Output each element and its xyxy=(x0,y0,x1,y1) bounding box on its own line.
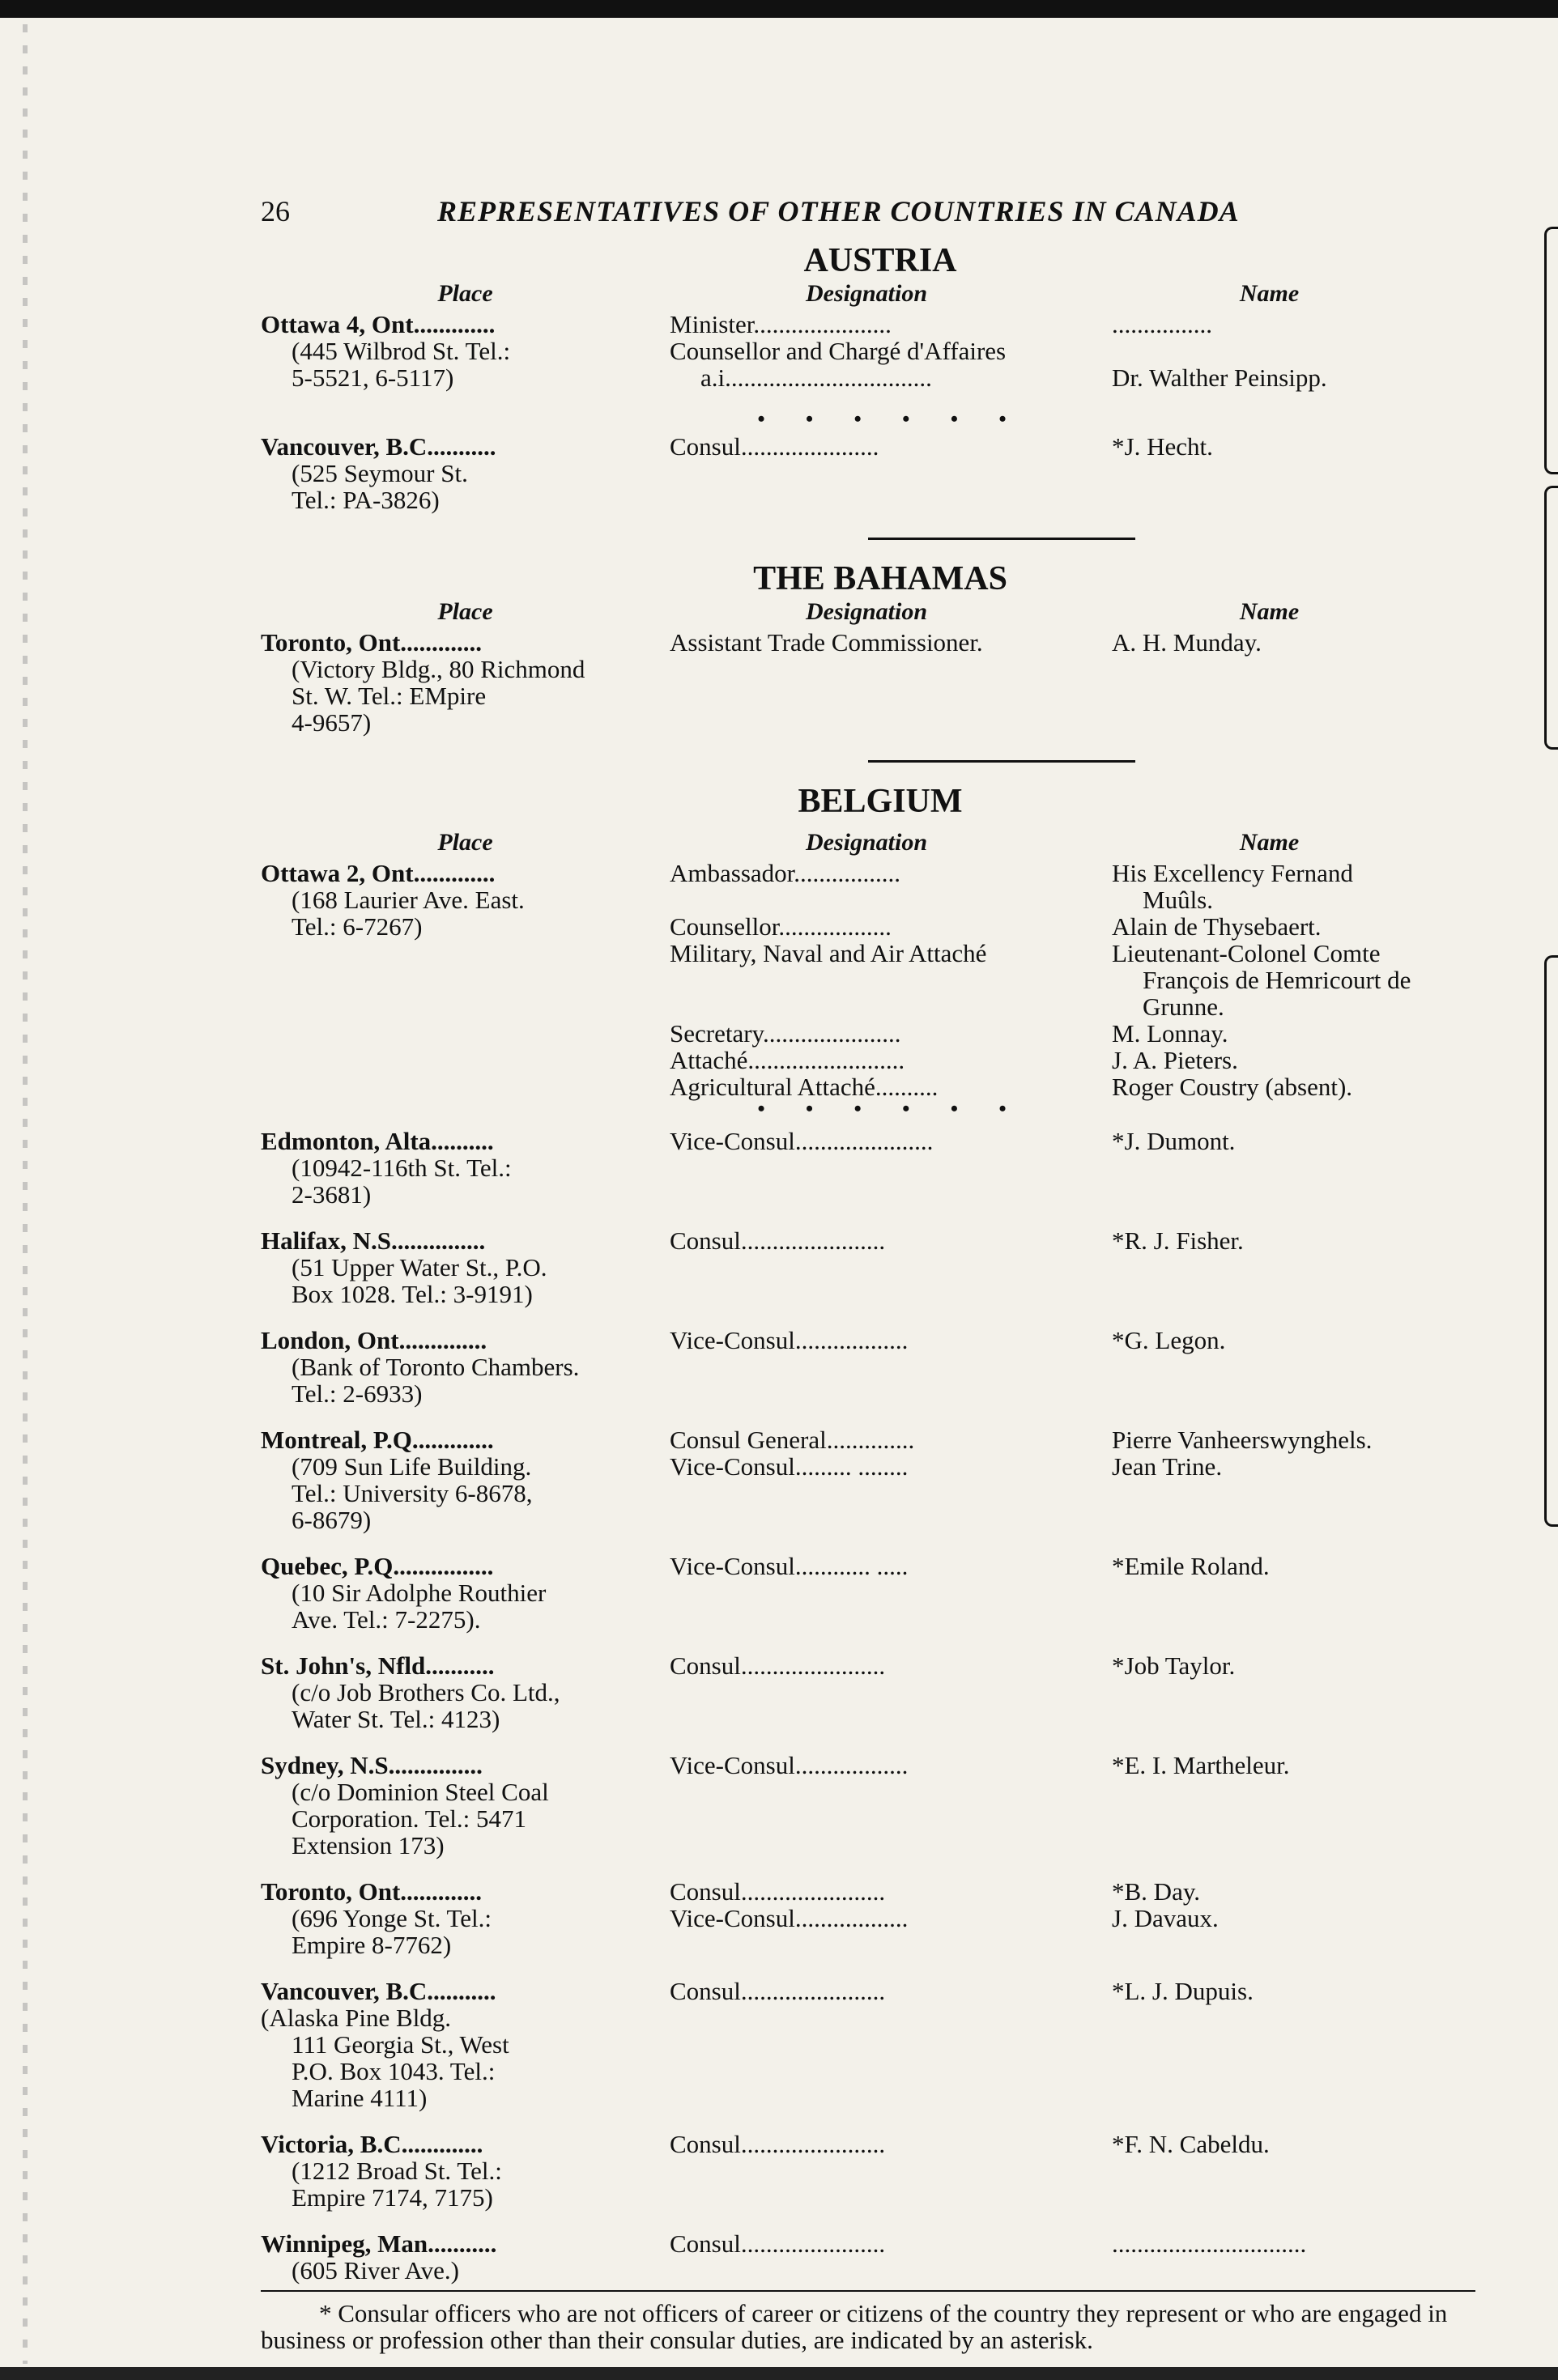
name: ............................... xyxy=(1112,2229,1307,2258)
place: Toronto, Ont............. xyxy=(261,1877,483,1906)
address-line: Tel.: 6-7267) xyxy=(292,912,423,941)
scan-bottom-edge xyxy=(0,2367,1558,2380)
section-divider xyxy=(868,538,1135,540)
place: St. John's, Nfld........... xyxy=(261,1651,495,1680)
place: Victoria, B.C............. xyxy=(261,2130,483,2158)
place: Vancouver, B.C........... xyxy=(261,1977,496,2005)
address-line: Extension 173) xyxy=(292,1831,445,1859)
name: Roger Coustry (absent). xyxy=(1112,1073,1353,1101)
name: Lieutenant-Colonel Comte xyxy=(1112,939,1381,967)
name: *Emile Roland. xyxy=(1112,1552,1270,1580)
place: Halifax, N.S............... xyxy=(261,1226,486,1255)
name: *R. J. Fisher. xyxy=(1112,1226,1244,1255)
address-line: (605 River Ave.) xyxy=(292,2256,459,2284)
running-head xyxy=(261,183,1475,241)
scan-right-bracket xyxy=(1544,486,1558,750)
address-line: Tel.: PA-3826) xyxy=(292,486,440,514)
scan-right-bracket xyxy=(1544,227,1558,474)
name: *B. Day. xyxy=(1112,1877,1201,1906)
address-line: Marine 4111) xyxy=(292,2084,428,2112)
listing-entry xyxy=(261,433,1475,513)
address-line: Empire 7174, 7175) xyxy=(292,2183,493,2212)
address-line: (709 Sun Life Building. xyxy=(292,1452,532,1481)
country-heading-austria: AUSTRIA xyxy=(803,242,957,279)
place: Winnipeg, Man........... xyxy=(261,2229,497,2258)
column-headers xyxy=(261,280,1475,311)
address-line: (525 Seymour St. xyxy=(292,459,468,487)
address-line: (445 Wilbrod St. Tel.: xyxy=(292,337,511,365)
place: Montreal, P.Q............. xyxy=(261,1426,494,1454)
place: Ottawa 2, Ont............. xyxy=(261,859,496,887)
column-headers xyxy=(261,598,1475,629)
name: *L. J. Dupuis. xyxy=(1112,1977,1254,2005)
name: *Job Taylor. xyxy=(1112,1651,1236,1680)
address-line: Empire 8-7762) xyxy=(292,1931,452,1959)
designation: Consul...................... xyxy=(670,432,879,461)
place: Ottawa 4, Ont............. xyxy=(261,310,496,338)
designation: Military, Naval and Air Attaché xyxy=(670,939,987,967)
listing-entry xyxy=(261,1878,1475,1958)
address-line: 111 Georgia St., West xyxy=(292,2030,509,2059)
col-header-name: Name xyxy=(1239,829,1300,856)
designation: Consul....................... xyxy=(670,2229,886,2258)
address-line: (c/o Dominion Steel Coal xyxy=(292,1778,549,1806)
designation: Counsellor and Chargé d'Affaires xyxy=(670,337,1007,365)
address-line: Corporation. Tel.: 5471 xyxy=(292,1804,527,1833)
designation: Vice-Consul.................. xyxy=(670,1904,909,1932)
place: Sydney, N.S............... xyxy=(261,1751,483,1779)
address-line: P.O. Box 1043. Tel.: xyxy=(292,2057,496,2085)
name: *J. Dumont. xyxy=(1112,1127,1236,1155)
designation: Consul....................... xyxy=(670,1651,886,1680)
listing-entry xyxy=(261,629,1475,736)
name: Grunne. xyxy=(1143,992,1224,1021)
col-header-place: Place xyxy=(437,280,493,307)
name: *J. Hecht. xyxy=(1112,432,1213,461)
listing-entry xyxy=(261,860,1475,1100)
name: Jean Trine. xyxy=(1112,1452,1223,1481)
designation: Agricultural Attaché.......... xyxy=(670,1073,939,1101)
country-heading-belgium: BELGIUM xyxy=(798,783,963,820)
designation: Minister...................... xyxy=(670,310,892,338)
col-header-place: Place xyxy=(437,598,493,625)
address-line: (51 Upper Water St., P.O. xyxy=(292,1253,547,1281)
address-line: Tel.: 2-6933) xyxy=(292,1379,423,1408)
designation: Vice-Consul.................. xyxy=(670,1751,909,1779)
designation: Consul General.............. xyxy=(670,1426,915,1454)
section-divider xyxy=(868,760,1135,763)
scan-top-edge xyxy=(0,0,1558,18)
name: Alain de Thysebaert. xyxy=(1112,912,1322,941)
name: François de Hemricourt de xyxy=(1143,966,1411,994)
designation: Ambassador................. xyxy=(670,859,901,887)
listing-entry xyxy=(261,1227,1475,1307)
place: Edmonton, Alta.......... xyxy=(261,1127,494,1155)
listing-entry xyxy=(261,2230,1475,2284)
place: London, Ont.............. xyxy=(261,1326,487,1354)
address-line: (168 Laurier Ave. East. xyxy=(292,886,525,914)
designation: Counsellor.................. xyxy=(670,912,892,941)
address-line: 2-3681) xyxy=(292,1180,372,1209)
designation: Secretary...................... xyxy=(670,1019,901,1048)
designation: a.i................................. xyxy=(700,363,932,392)
designation: Attaché......................... xyxy=(670,1046,905,1074)
place: Vancouver, B.C........... xyxy=(261,432,496,461)
col-header-designation: Designation xyxy=(805,598,928,625)
footnote: * Consular officers who are not officers of career or citizens of the country they represent or who are engaged in business or profession other than their consular duties, are indicated by an asterisk. xyxy=(261,2290,1475,2353)
listing-entry xyxy=(261,1426,1475,1533)
listing-entry xyxy=(261,1752,1475,1859)
name: His Excellency Fernand xyxy=(1112,859,1353,887)
listing-entry xyxy=(261,1978,1475,2111)
address-line: Box 1028. Tel.: 3-9191) xyxy=(292,1280,533,1308)
listing-entry xyxy=(261,311,1475,391)
address-line: (1212 Broad St. Tel.: xyxy=(292,2157,502,2185)
address-line: 5-5521, 6-5117) xyxy=(292,363,454,392)
designation: Consul....................... xyxy=(670,1226,886,1255)
name: M. Lonnay. xyxy=(1112,1019,1228,1048)
name: Dr. Walther Peinsipp. xyxy=(1112,363,1327,392)
address-line: 4-9657) xyxy=(292,708,372,737)
col-header-designation: Designation xyxy=(805,829,928,856)
name: ................ xyxy=(1112,310,1212,338)
address-line: Tel.: University 6-8678, xyxy=(292,1479,533,1507)
scan-right-bracket xyxy=(1544,955,1558,1527)
page-title: REPRESENTATIVES OF OTHER COUNTRIES IN CANADA xyxy=(437,195,1240,227)
place: Quebec, P.Q................ xyxy=(261,1552,494,1580)
address-line: (10942-116th St. Tel.: xyxy=(292,1154,512,1182)
address-line: 6-8679) xyxy=(292,1506,372,1534)
listing-entry xyxy=(261,1652,1475,1732)
name: *F. N. Cabeldu. xyxy=(1112,2130,1270,2158)
name: A. H. Munday. xyxy=(1112,628,1262,657)
col-header-name: Name xyxy=(1239,280,1300,307)
address-line: Ave. Tel.: 7-2275). xyxy=(292,1605,481,1634)
name: *G. Legon. xyxy=(1112,1326,1226,1354)
designation: Vice-Consul......... ........ xyxy=(670,1452,909,1481)
col-header-name: Name xyxy=(1239,598,1300,625)
designation: Vice-Consul...................... xyxy=(670,1127,934,1155)
column-headers xyxy=(261,829,1475,860)
scan-left-edge xyxy=(23,24,28,2364)
document-page xyxy=(261,183,1475,2353)
address-line: (Bank of Toronto Chambers. xyxy=(292,1353,580,1381)
designation: Consul....................... xyxy=(670,1977,886,2005)
designation: Consul....................... xyxy=(670,2130,886,2158)
designation: Vice-Consul............ ..... xyxy=(670,1552,909,1580)
listing-entry xyxy=(261,2131,1475,2211)
address-line: (Victory Bldg., 80 Richmond xyxy=(292,655,585,683)
name: J. Davaux. xyxy=(1112,1904,1219,1932)
address-line: (Alaska Pine Bldg. xyxy=(261,2004,452,2032)
col-header-designation: Designation xyxy=(805,280,928,307)
country-heading-bahamas: THE BAHAMAS xyxy=(753,560,1007,597)
separator-dots: • • • • • • xyxy=(757,1097,1024,1120)
listing-entry xyxy=(261,1327,1475,1407)
designation: Assistant Trade Commissioner. xyxy=(670,628,983,657)
listing-entry xyxy=(261,1128,1475,1208)
separator-dots: • • • • • • xyxy=(757,407,1024,431)
address-line: Water St. Tel.: 4123) xyxy=(292,1705,500,1733)
listing-entry xyxy=(261,1553,1475,1633)
address-line: (c/o Job Brothers Co. Ltd., xyxy=(292,1678,560,1706)
page-number: 26 xyxy=(261,195,290,227)
designation: Vice-Consul.................. xyxy=(670,1326,909,1354)
address-line: (696 Yonge St. Tel.: xyxy=(292,1904,492,1932)
col-header-place: Place xyxy=(437,829,493,856)
address-line: (10 Sir Adolphe Routhier xyxy=(292,1579,547,1607)
name: *E. I. Martheleur. xyxy=(1112,1751,1290,1779)
address-line: St. W. Tel.: EMpire xyxy=(292,682,487,710)
designation: Consul....................... xyxy=(670,1877,886,1906)
place: Toronto, Ont............. xyxy=(261,628,483,657)
name: J. A. Pieters. xyxy=(1112,1046,1238,1074)
name: Pierre Vanheerswynghels. xyxy=(1112,1426,1373,1454)
name: Muûls. xyxy=(1143,886,1213,914)
